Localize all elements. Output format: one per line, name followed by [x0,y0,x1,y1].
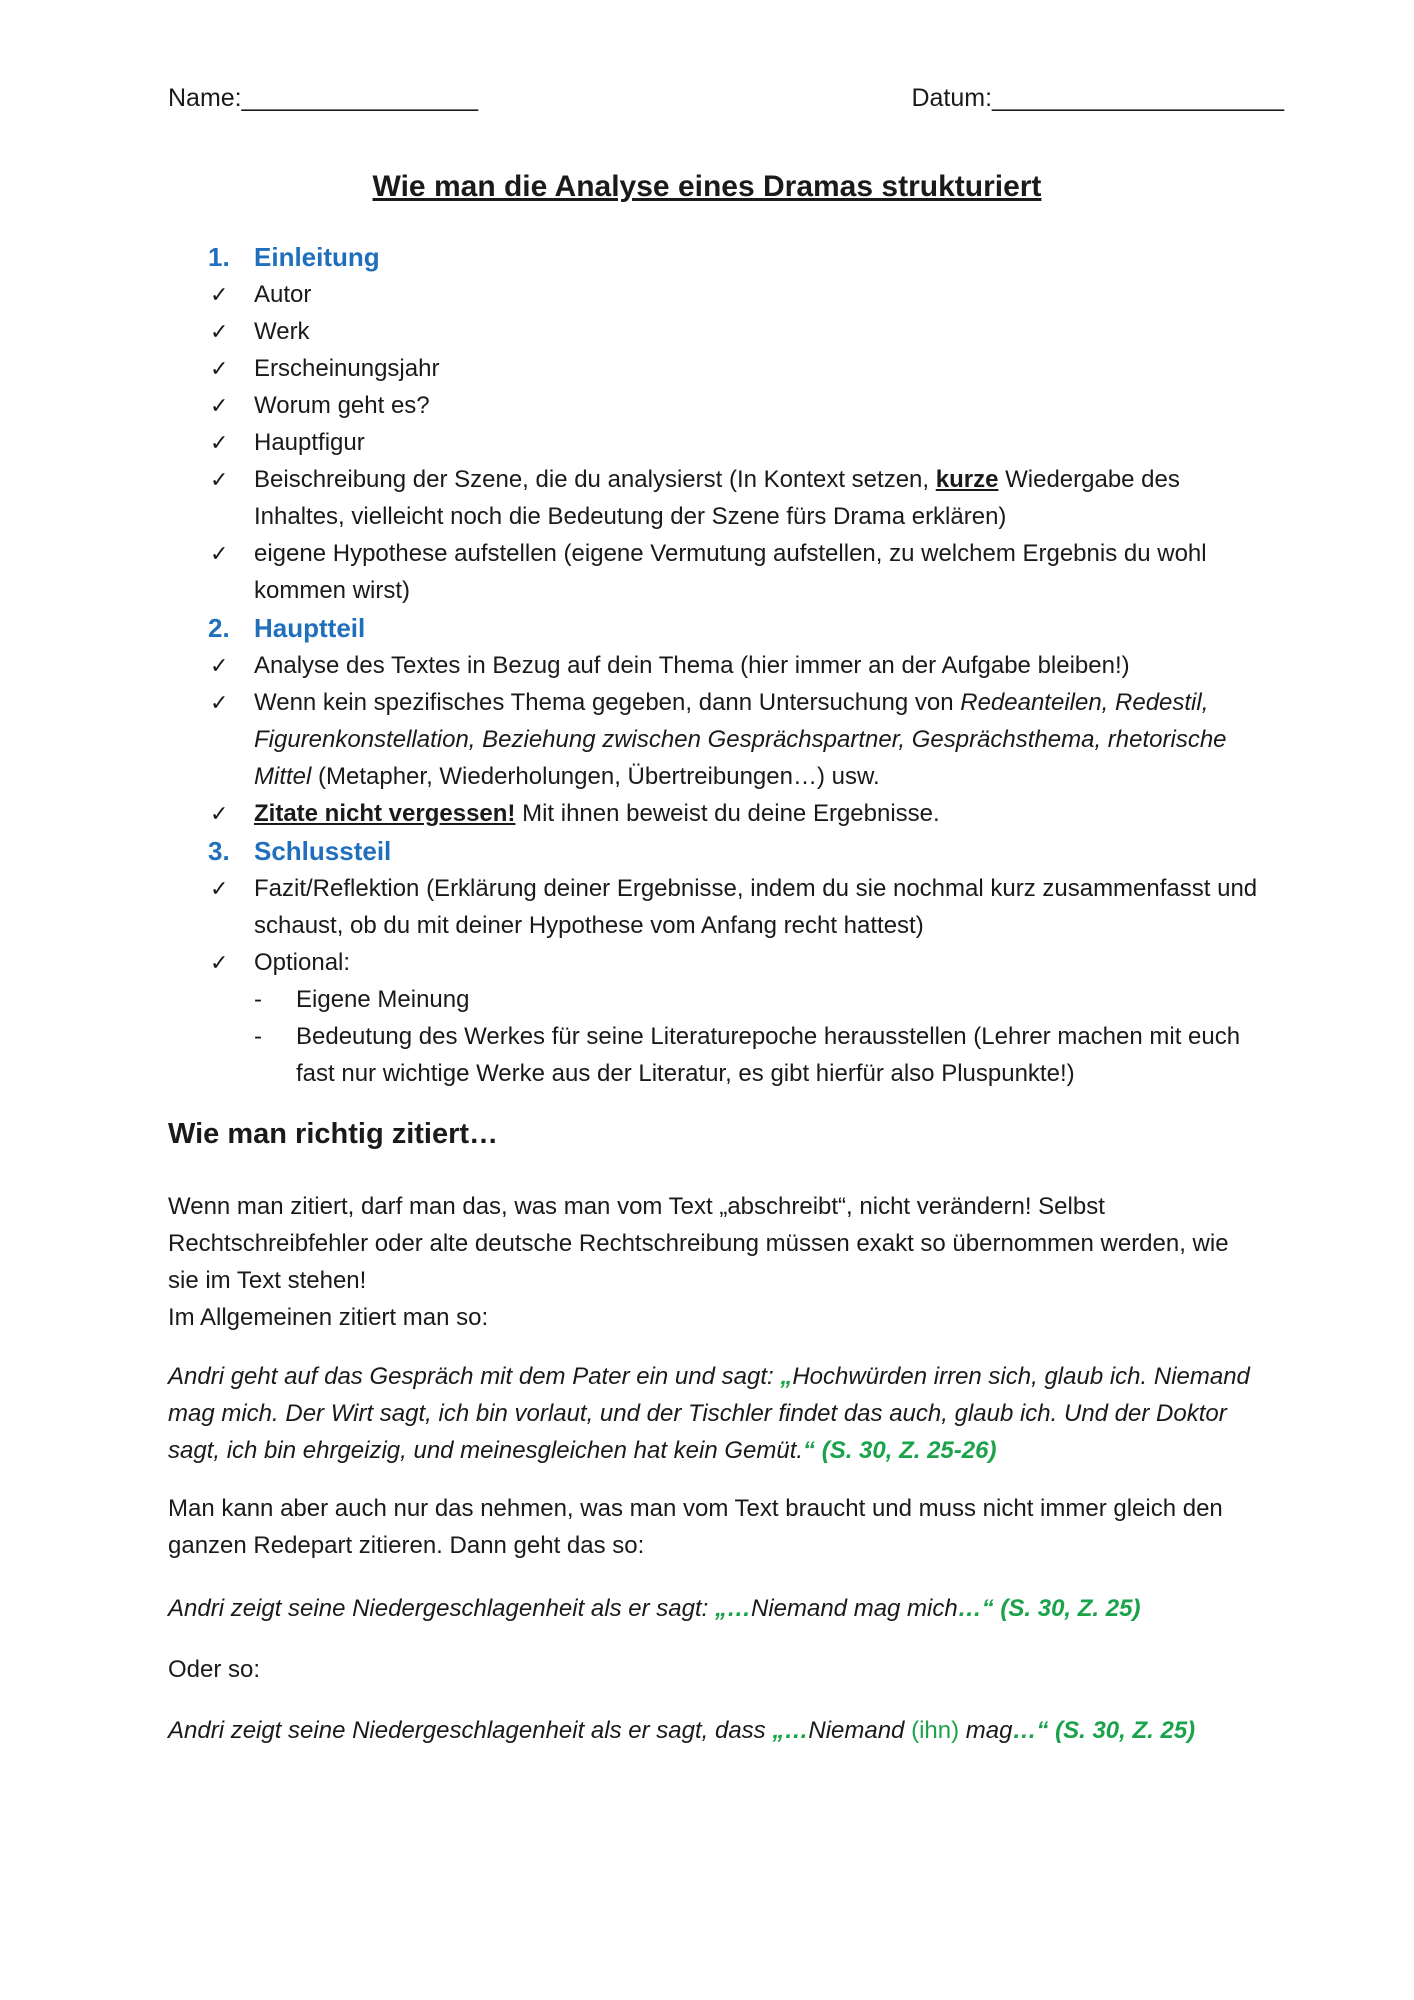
quote-mark: „ [780,1363,793,1390]
date-field-label: Datum:_____________________ [911,84,1284,112]
item-text: Bedeutung des Werkes für seine Literaturepoche herausstellen (Lehrer machen mit euch fast nur wichtige Werke aus der Literatur, es gibt hierfür also Pluspunkte!) [296,1023,1241,1087]
item-text: Beischreibung der Szene, die du analysierst (In Kontext setzen, [254,466,936,493]
item-text: (Metapher, Wiederholungen, Übertreibungen…) usw. [311,763,880,790]
item-text: Analyse des Textes in Bezug auf dein Thema (hier immer an der Aufgabe bleiben!) [254,652,1130,679]
item-text: Wiedergabe des Inhaltes, vielleicht noch die Bedeutung der Szene fürs Drama erklären) [254,466,1180,530]
oder-paragraph: Oder so: [168,1656,261,1683]
emphasis-text: Zitate nicht vergessen! [254,800,516,827]
citation-source: …“ (S. 30, Z. 25) [1012,1717,1196,1744]
list-item [208,461,1258,535]
item-text: eigene Hypothese aufstellen (eigene Vermutung aufstellen, zu welchem Ergebnis du wohl kommen wirst) [254,540,1207,604]
quoted-text: mag [959,1717,1013,1744]
checkmark-icon: ✓ [210,319,229,344]
quote-example-3 [168,1712,1258,1749]
item-text: Werk [254,318,310,345]
dash-bullet: - [254,1023,262,1050]
example-text: Andri geht auf das Gespräch mit dem Pater ein und sagt: [168,1363,781,1390]
inserted-word: (ihn) [911,1717,960,1744]
zitieren-intro-paragraph [168,1188,1258,1336]
list-item [208,276,1258,313]
checkmark-icon: ✓ [210,801,229,826]
checkmark-icon: ✓ [210,690,229,715]
header [168,84,1284,120]
section-heading-hauptteil [208,609,1258,647]
checkmark-icon: ✓ [210,950,229,975]
citation-source: …“ (S. 30, Z. 25) [957,1595,1141,1622]
list-item [208,424,1258,461]
item-text: Autor [254,281,312,308]
item-text: Worum geht es? [254,392,430,419]
checkmark-icon: ✓ [210,356,229,381]
list-item [208,313,1258,350]
dash-bullet: - [254,986,262,1013]
quote-mark: „… [714,1595,751,1622]
citation-source: “ (S. 30, Z. 25-26) [803,1437,997,1464]
checkmark-icon: ✓ [210,393,229,418]
list-item [208,535,1258,609]
allgemein-text: Im Allgemeinen zitiert man so: [168,1304,489,1331]
checkmark-icon: ✓ [210,282,229,307]
quote-example-1 [168,1358,1258,1469]
list-item [208,684,1258,795]
section-title: Schlussteil [254,836,392,866]
quoted-text: Niemand mag mich [750,1595,958,1622]
item-text: Mit ihnen beweist du deine Ergebnisse. [515,800,940,827]
quote-example-2 [168,1590,1258,1627]
intro-text: Wenn man zitiert, darf man das, was man vom Text „abschreibt“, nicht verändern! Selbst Rechtschreibfehler oder alte deutsche Rechtschreibung müssen exakt so übernommen werden, wie sie im Text stehen! [168,1193,1229,1294]
section-title: Hauptteil [254,613,366,643]
sub-list-item [208,981,1258,1018]
checkmark-icon: ✓ [210,541,229,566]
section-number: 2. [208,613,230,643]
list-item [208,647,1258,684]
emphasis-text: kurze [935,466,999,493]
section-heading-schlussteil [208,832,1258,870]
teil-paragraph: Man kann aber auch nur das nehmen, was man vom Text braucht und muss nicht immer gleich den ganzen Redepart zitieren. Dann geht das so: [168,1495,1223,1559]
quote-mark: „… [772,1717,809,1744]
item-text: Eigene Meinung [296,986,470,1013]
list-item [208,350,1258,387]
section-number: 1. [208,242,230,272]
page-title: Wie man die Analyse eines Dramas strukturiert [372,170,1042,203]
example-text: Andri zeigt seine Niedergeschlagenheit als er sagt, dass [168,1717,773,1744]
italic-text: Redeanteilen, Redestil, Figurenkonstellation, Beziehung zwischen Gesprächspartner, Gesprächsthema, rhetorische Mittel [254,689,1227,790]
checkmark-icon: ✓ [210,430,229,455]
item-text: Optional: [254,949,351,976]
section-title: Einleitung [254,242,380,272]
checkmark-icon: ✓ [210,876,229,901]
name-field-label: Name:_________________ [168,84,478,112]
quoted-text: Hochwürden irren sich, glaub ich. Niemand mag mich. Der Wirt sagt, ich bin vorlaut, und der Tischler findet das auch, glaub ich. Und der Doktor sagt, ich bin ehrgeizig, und meinesgleichen hat kein Gemüt. [168,1363,1250,1464]
item-text: Fazit/Reflektion (Erklärung deiner Ergebnisse, indem du sie nochmal kurz zusammenfasst und schaust, ob du mit deiner Hypothese vom Anfang recht hattest) [254,875,1258,939]
section-heading-einleitung [208,238,1258,276]
example-text: Andri zeigt seine Niedergeschlagenheit als er sagt: [168,1595,715,1622]
section-number: 3. [208,836,230,866]
zitieren-heading: Wie man richtig zitiert… [168,1118,499,1150]
list-item [208,387,1258,424]
analysis-outline [208,238,1258,1092]
list-item [208,795,1258,832]
sub-list-item [208,1018,1258,1092]
item-text: Hauptfigur [254,429,365,456]
item-text: Erscheinungsjahr [254,355,440,382]
checkmark-icon: ✓ [210,467,229,492]
list-item [208,870,1258,944]
quoted-text: Niemand [808,1717,912,1744]
item-text: Wenn kein spezifisches Thema gegeben, dann Untersuchung von [254,689,961,716]
list-item [208,944,1258,981]
checkmark-icon: ✓ [210,653,229,678]
